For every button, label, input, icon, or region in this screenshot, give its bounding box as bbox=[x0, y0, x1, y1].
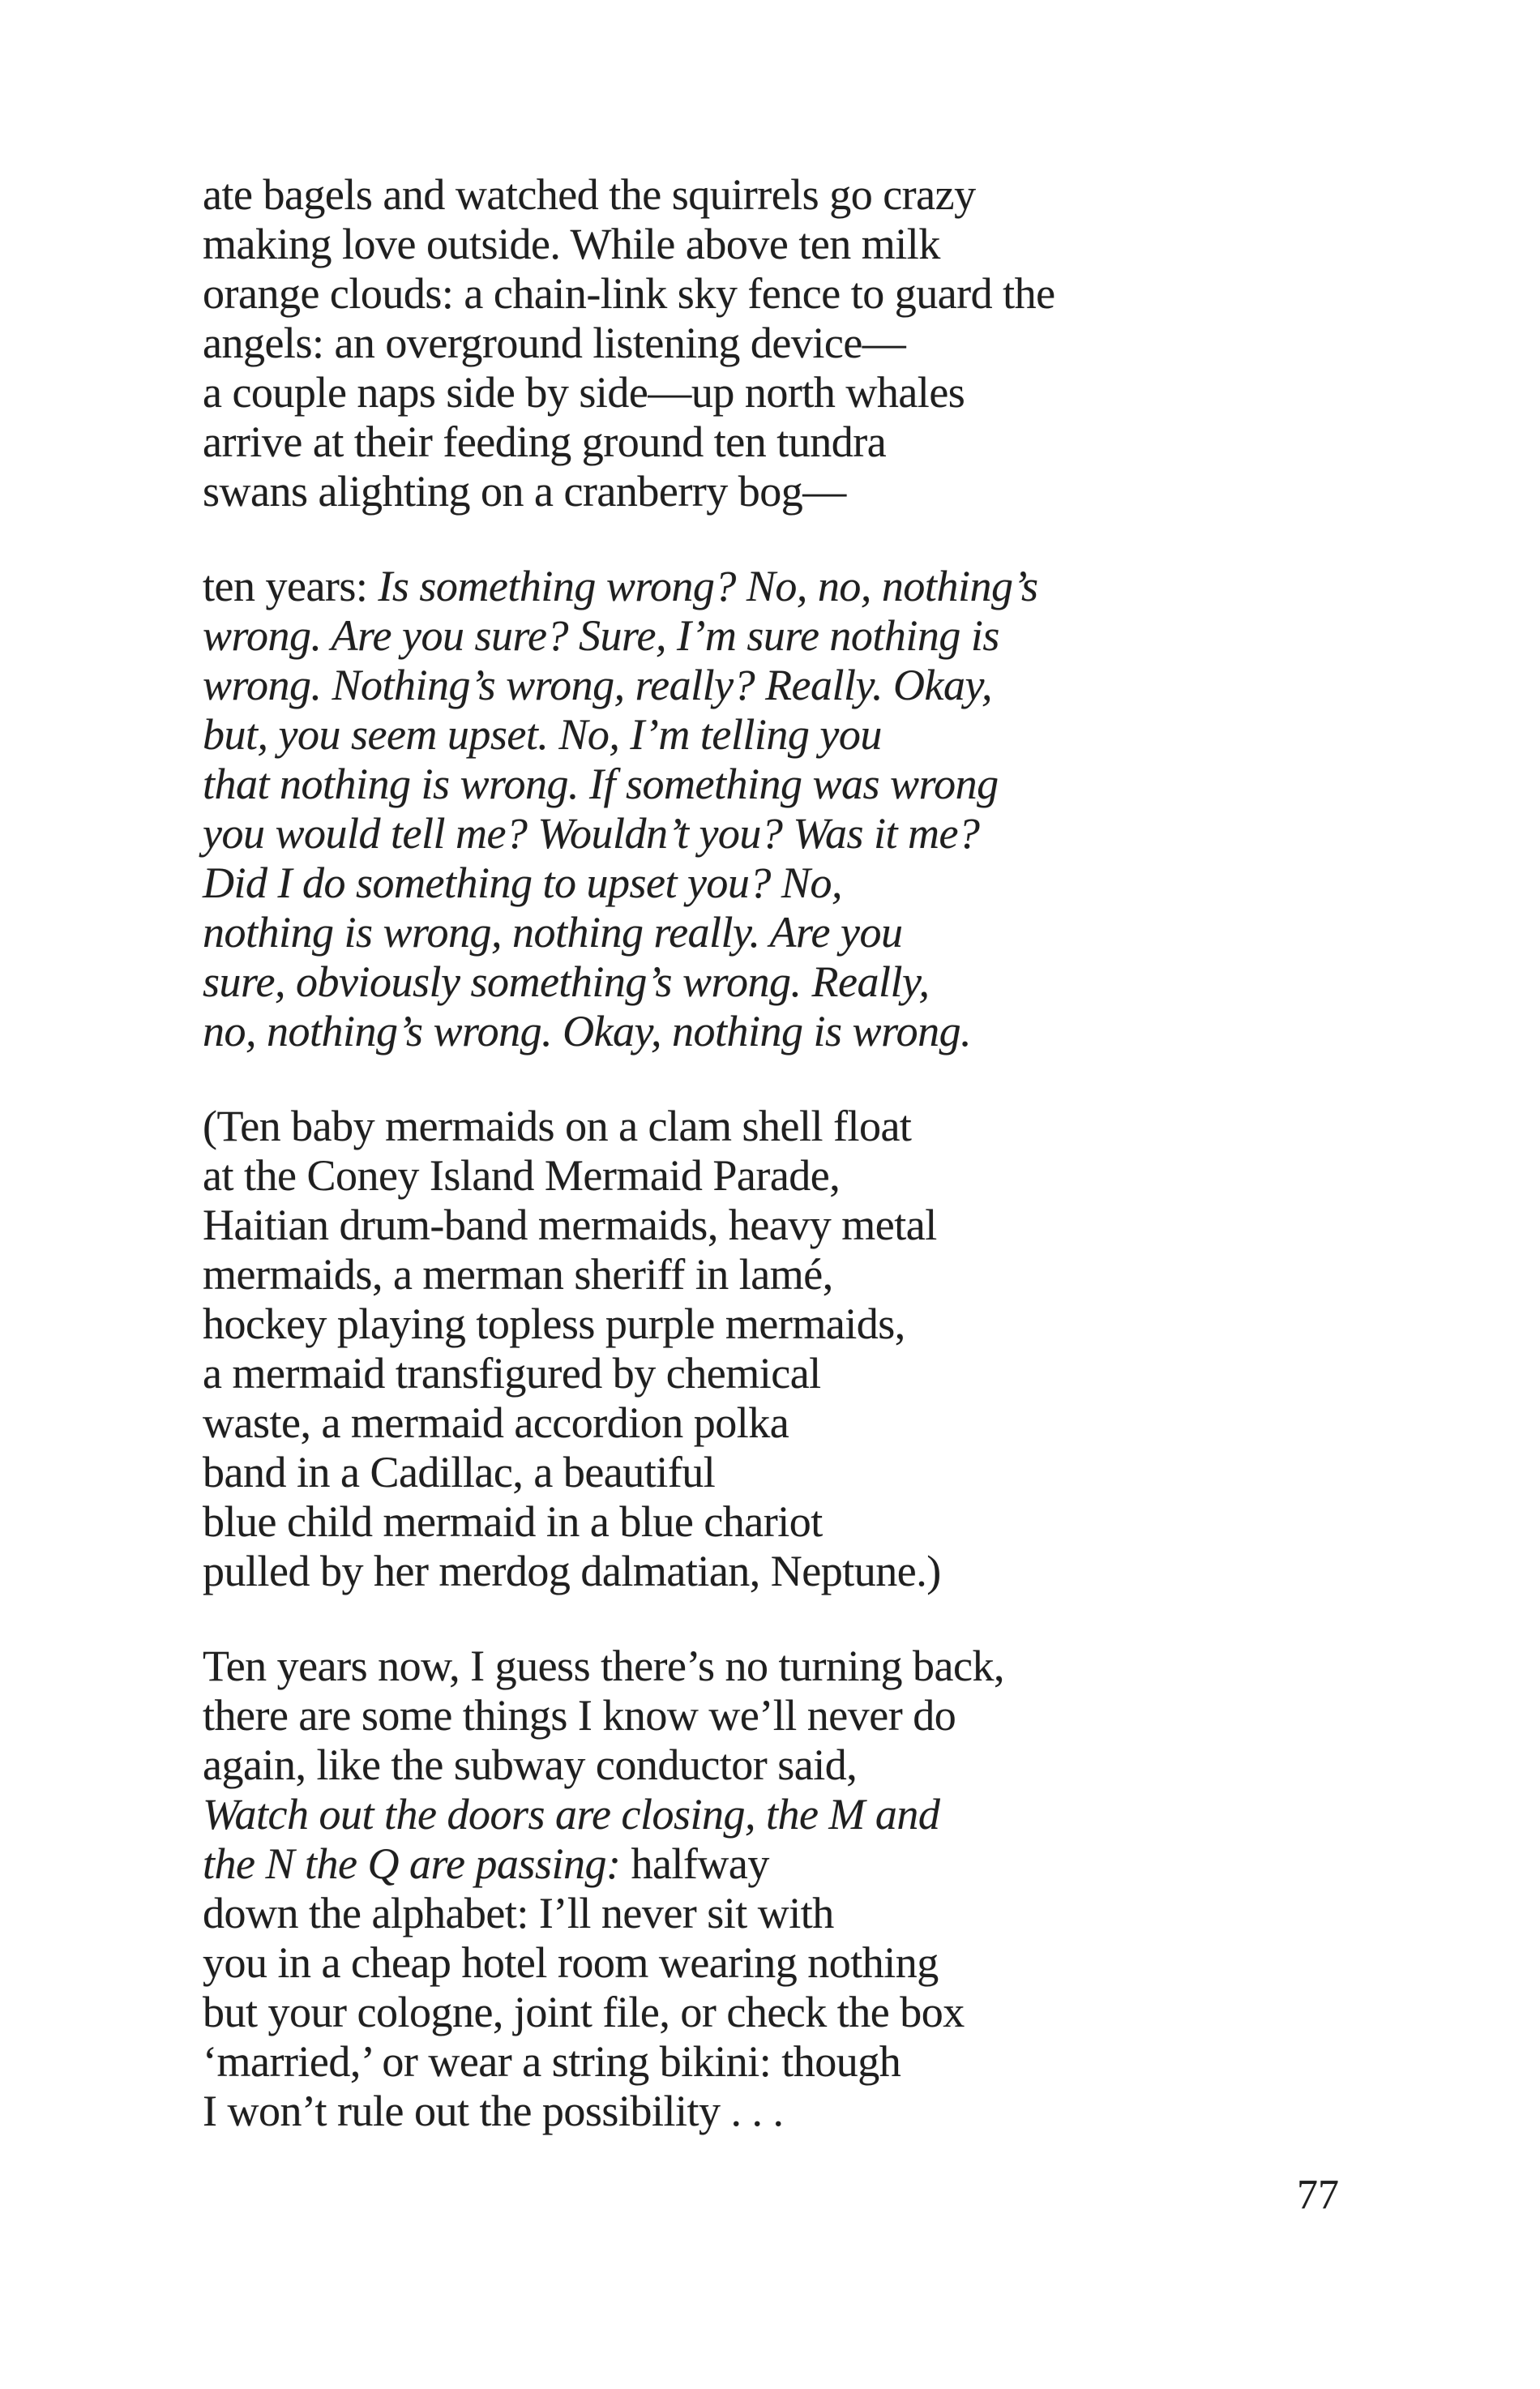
poem-segment-roman: again, like the subway conductor said, bbox=[203, 1740, 858, 1789]
poem-segment-italic: nothing is wrong, nothing really. Are you bbox=[203, 908, 903, 957]
poem-segment-roman: mermaids, a merman sheriff in lamé, bbox=[203, 1250, 833, 1299]
poem-line bbox=[203, 1201, 1055, 1250]
poem-line bbox=[203, 467, 1055, 516]
poem-segment-roman: Haitian drum-band mermaids, heavy metal bbox=[203, 1201, 937, 1249]
poem-line bbox=[203, 1839, 1055, 1889]
poem-segment-roman: pulled by her merdog dalmatian, Neptune.) bbox=[203, 1547, 941, 1595]
poem-line bbox=[203, 2037, 1055, 2087]
poem-line bbox=[203, 1448, 1055, 1497]
poem-segment-italic: Is something wrong? No, no, nothing’s bbox=[378, 562, 1038, 610]
poem-segment-roman: (Ten baby mermaids on a clam shell float bbox=[203, 1102, 912, 1150]
poem-segment-roman: arrive at their feeding ground ten tundra bbox=[203, 417, 887, 466]
poem-segment-roman: blue child mermaid in a blue chariot bbox=[203, 1497, 823, 1546]
poem-segment-roman: a mermaid transfigured by chemical bbox=[203, 1349, 821, 1398]
poem-segment-roman: swans alighting on a cranberry bog— bbox=[203, 467, 846, 516]
poem-segment-roman: hockey playing topless purple mermaids, bbox=[203, 1299, 905, 1348]
poem-line bbox=[203, 1151, 1055, 1201]
stanza bbox=[203, 1642, 1055, 2136]
poem-line bbox=[203, 858, 1055, 908]
poem-segment-italic: Watch out the doors are closing, the M and bbox=[203, 1790, 940, 1839]
poem-segment-italic: the N the Q are passing: bbox=[203, 1839, 631, 1888]
poem-line bbox=[203, 1790, 1055, 1839]
poem-line bbox=[203, 1938, 1055, 1988]
poem-segment-roman: you in a cheap hotel room wearing nothing bbox=[203, 1938, 939, 1987]
poem-segment-roman: at the Coney Island Mermaid Parade, bbox=[203, 1151, 841, 1200]
poem-line bbox=[203, 661, 1055, 710]
page-number: 77 bbox=[1297, 2172, 1339, 2218]
poem-segment-italic: no, nothing’s wrong. Okay, nothing is wrong. bbox=[203, 1007, 972, 1055]
poem-line bbox=[203, 319, 1055, 368]
poem-line bbox=[203, 760, 1055, 809]
poem-segment-italic: sure, obviously something’s wrong. Really, bbox=[203, 957, 930, 1006]
poem-segment-roman: band in a Cadillac, a beautiful bbox=[203, 1448, 716, 1496]
poem-segment-roman: halfway bbox=[631, 1839, 769, 1888]
poem-line bbox=[203, 2087, 1055, 2136]
poem-line bbox=[203, 710, 1055, 760]
poem-line bbox=[203, 1547, 1055, 1596]
poem-line bbox=[203, 1642, 1055, 1691]
poem-line bbox=[203, 1007, 1055, 1056]
poem-segment-roman: Ten years now, I guess there’s no turning back, bbox=[203, 1642, 1004, 1690]
poem-segment-italic: Did I do something to upset you? No, bbox=[203, 858, 842, 907]
poem bbox=[203, 170, 1055, 2181]
poem-line bbox=[203, 1691, 1055, 1740]
poem-line bbox=[203, 611, 1055, 661]
poem-line bbox=[203, 170, 1055, 220]
poem-segment-roman: waste, a mermaid accordion polka bbox=[203, 1398, 789, 1447]
poem-segment-roman: angels: an overground listening device— bbox=[203, 319, 906, 367]
stanza bbox=[203, 1102, 1055, 1596]
poem-line bbox=[203, 1497, 1055, 1547]
stanza bbox=[203, 562, 1055, 1056]
poem-line bbox=[203, 809, 1055, 858]
poem-segment-italic: wrong. Are you sure? Sure, I’m sure nothing is bbox=[203, 611, 999, 660]
poem-segment-roman: orange clouds: a chain-link sky fence to guard the bbox=[203, 269, 1055, 318]
poem-segment-roman: ten years: bbox=[203, 562, 379, 610]
poem-segment-roman: making love outside. While above ten milk bbox=[203, 220, 940, 268]
poem-segment-italic: that nothing is wrong. If something was wrong bbox=[203, 760, 999, 808]
poem-line bbox=[203, 368, 1055, 417]
poem-line bbox=[203, 1740, 1055, 1790]
poem-segment-roman: ate bagels and watched the squirrels go crazy bbox=[203, 170, 976, 219]
poem-segment-italic: you would tell me? Wouldn’t you? Was it me? bbox=[203, 809, 980, 858]
stanza bbox=[203, 170, 1055, 516]
poem-line bbox=[203, 1250, 1055, 1299]
poem-line bbox=[203, 1889, 1055, 1938]
poem-line bbox=[203, 562, 1055, 611]
poem-line bbox=[203, 1299, 1055, 1349]
poem-segment-roman: but your cologne, joint file, or check the box bbox=[203, 1988, 965, 2036]
poem-line bbox=[203, 1349, 1055, 1398]
poem-line bbox=[203, 957, 1055, 1007]
poem-segment-roman: ‘married,’ or wear a string bikini: though bbox=[203, 2037, 901, 2086]
poem-line bbox=[203, 220, 1055, 269]
poem-line bbox=[203, 269, 1055, 319]
poem-segment-roman: there are some things I know we’ll never do bbox=[203, 1691, 956, 1740]
poem-segment-roman: down the alphabet: I’ll never sit with bbox=[203, 1889, 834, 1937]
poem-line bbox=[203, 1988, 1055, 2037]
poem-segment-italic: wrong. Nothing’s wrong, really? Really. Okay, bbox=[203, 661, 992, 709]
poem-segment-roman: I won’t rule out the possibility . . . bbox=[203, 2087, 784, 2135]
poem-segment-italic: but, you seem upset. No, I’m telling you bbox=[203, 710, 882, 759]
poem-line bbox=[203, 417, 1055, 467]
poem-line bbox=[203, 1398, 1055, 1448]
poem-segment-roman: a couple naps side by side—up north whales bbox=[203, 368, 965, 417]
poem-line bbox=[203, 1102, 1055, 1151]
poem-line bbox=[203, 908, 1055, 957]
